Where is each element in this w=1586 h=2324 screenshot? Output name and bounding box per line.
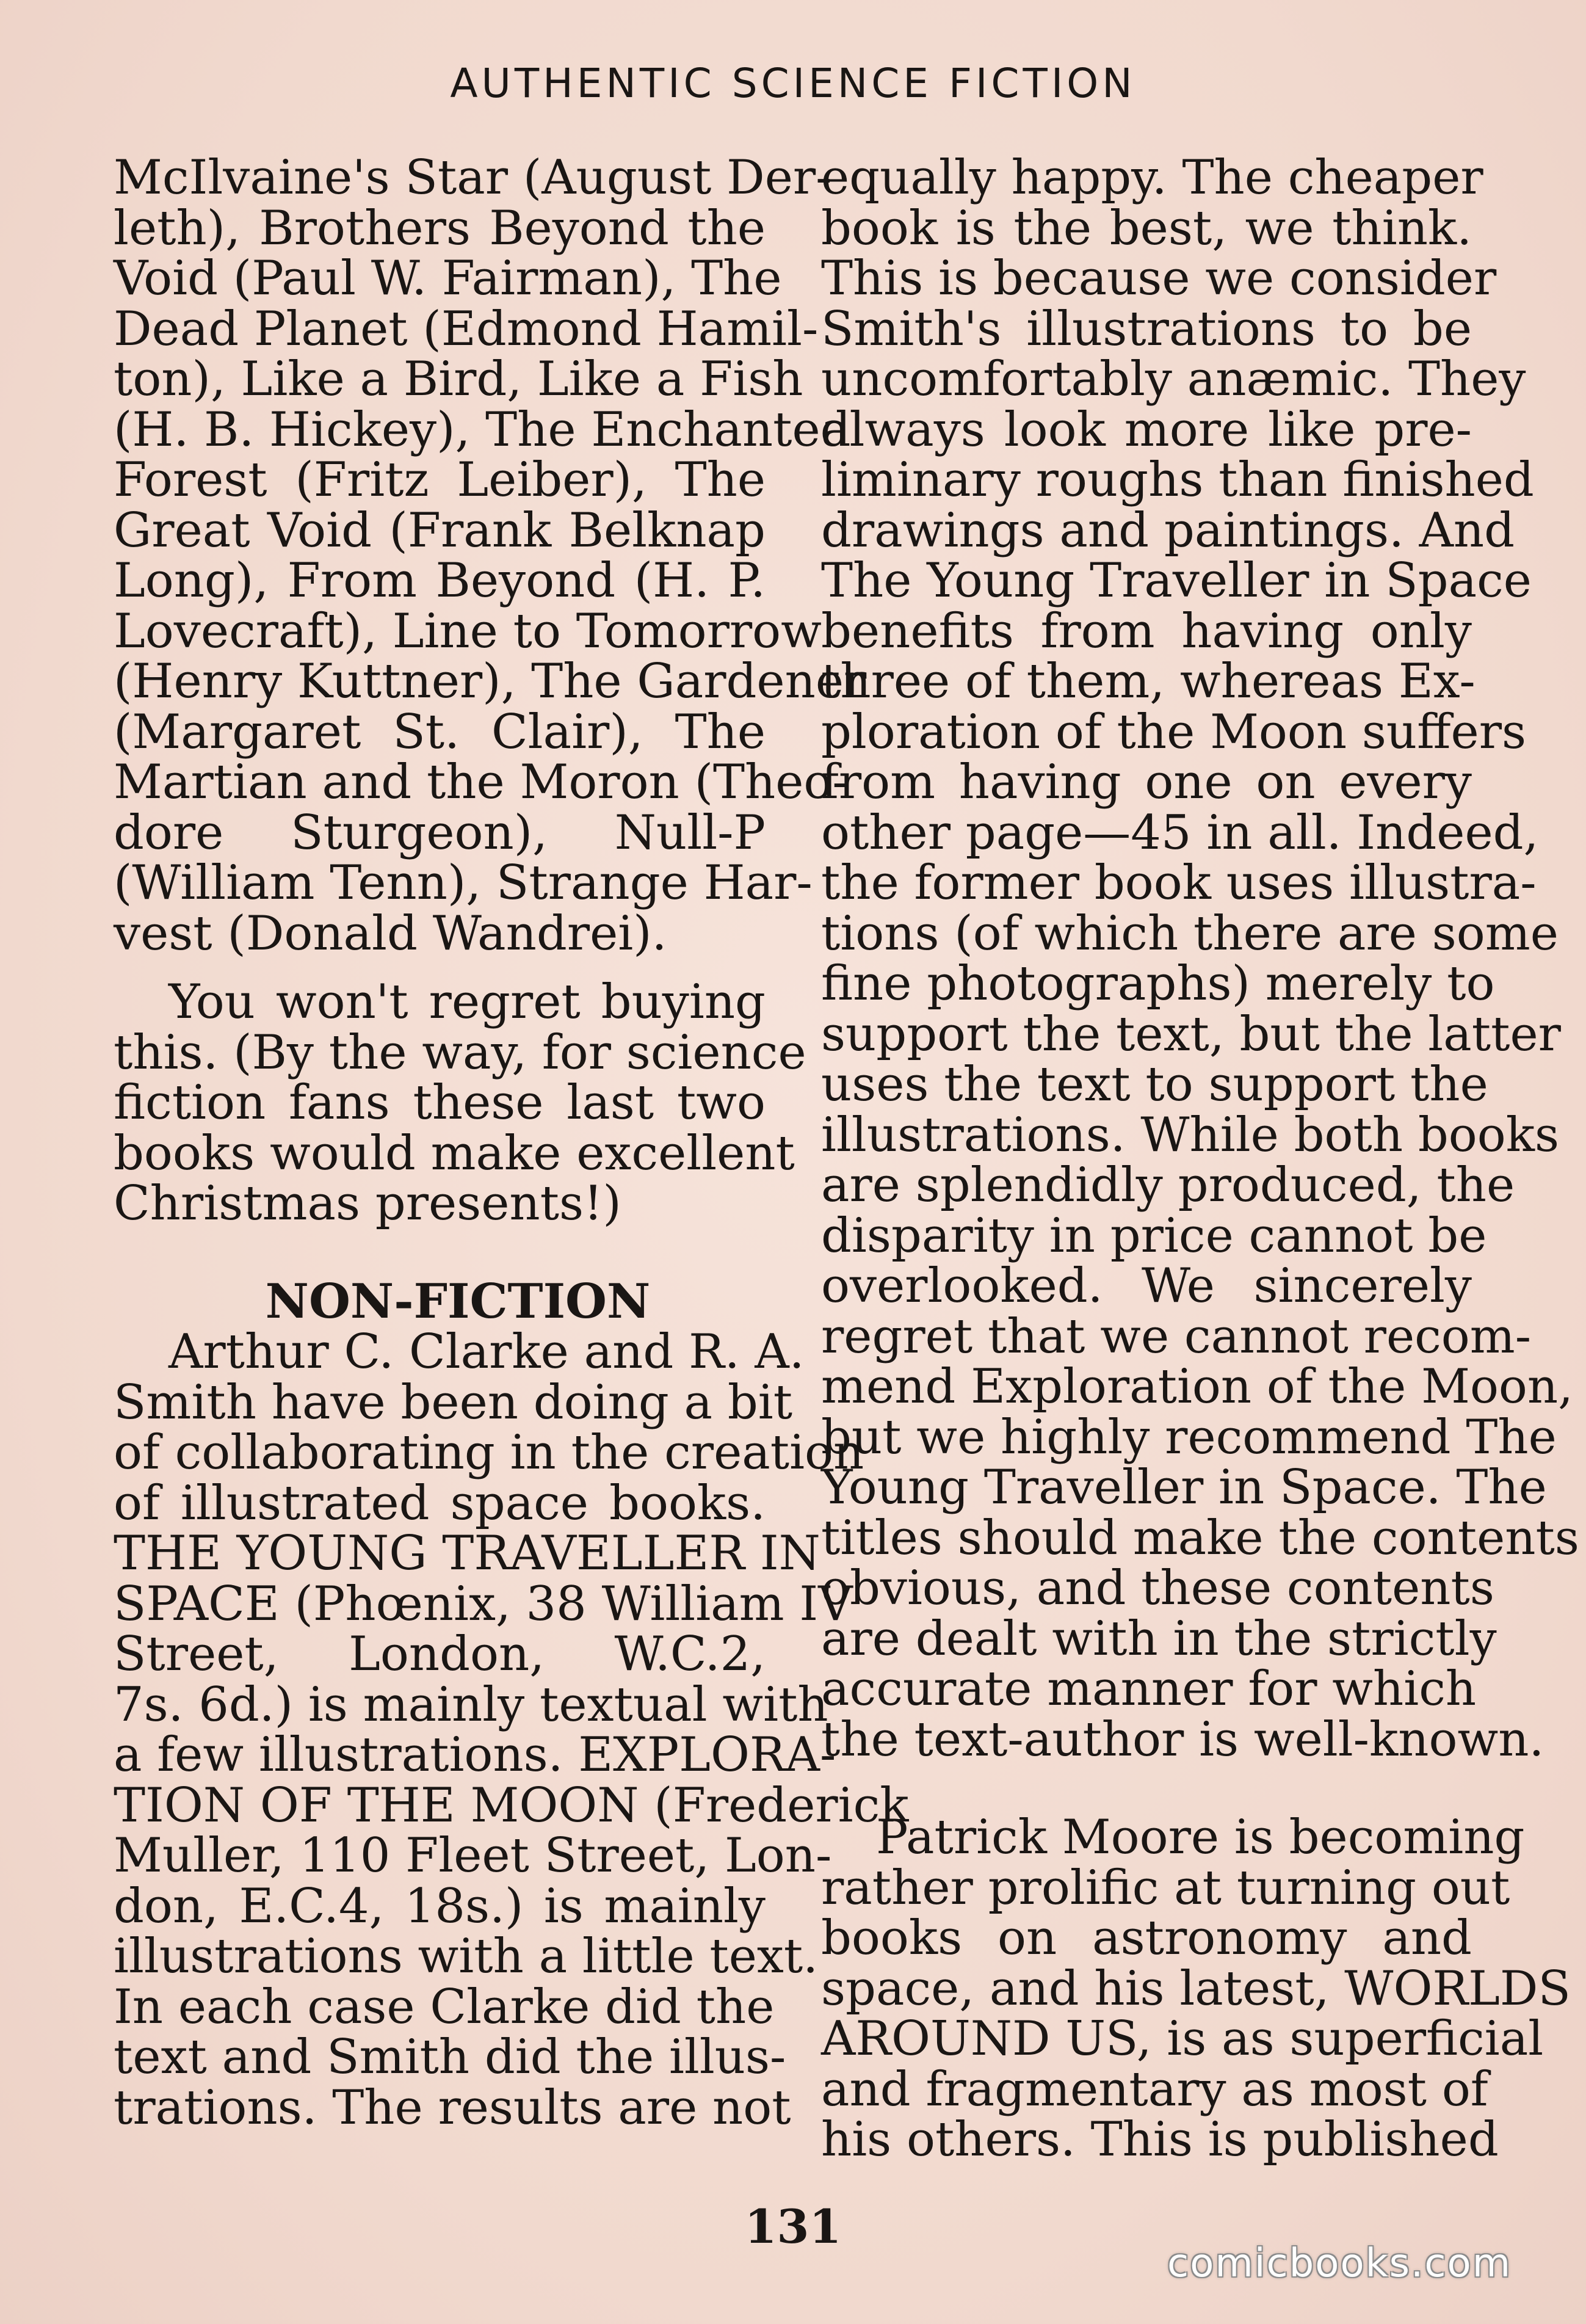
text-line: support the text, but the latter <box>821 1006 1561 1062</box>
text-line: Young Traveller in Space. The <box>821 1460 1547 1515</box>
text-line: text and Smith did the illus- <box>114 2030 786 2085</box>
text-line: Void (Paul W. Fairman), The <box>114 251 782 306</box>
text-line: AROUND US, is as superficial <box>821 2011 1544 2066</box>
text-line: from having one on every <box>821 755 1472 810</box>
text-line: Muller, 110 Fleet Street, Lon- <box>114 1828 832 1883</box>
text-line: overlooked. We sincerely <box>821 1258 1472 1313</box>
text-line: Martian and the Moron (Theo- <box>114 755 849 810</box>
text-line: Street, London, W.C.2, <box>114 1627 766 1682</box>
text-line: a few illustrations. EXPLORA- <box>114 1727 836 1782</box>
text-line: don, E.C.4, 18s.) is mainly <box>114 1878 766 1934</box>
text-line: drawings and paintings. And <box>821 503 1515 558</box>
text-line: always look more like pre- <box>821 402 1472 457</box>
text-line: illustrations with a little text. <box>114 1929 819 1984</box>
text-line: his others. This is published <box>821 2112 1499 2167</box>
text-line: titles should make the contents <box>821 1510 1579 1566</box>
left-column <box>114 150 909 2135</box>
text-line: are splendidly produced, the <box>821 1158 1515 1213</box>
text-line: Patrick Moore is becoming <box>876 1810 1525 1865</box>
text-line: this. (By the way, for science <box>114 1025 806 1080</box>
paragraph-review <box>821 150 1579 1767</box>
text-line: rather prolific at turning out <box>821 1860 1510 1915</box>
text-line: McIlvaine's Star (August Der- <box>114 150 832 205</box>
text-line: TION OF THE MOON (Frederick <box>114 1777 909 1833</box>
text-line: In each case Clarke did the <box>114 1979 775 2035</box>
text-line: Great Void (Frank Belknap <box>114 503 766 558</box>
text-line: three of them, whereas Ex- <box>821 654 1476 709</box>
text-line: (Henry Kuttner), The Gardener <box>114 654 867 709</box>
text-line: trations. The results are not <box>114 2080 791 2135</box>
text-line: benefits from having only <box>821 603 1472 659</box>
text-line: ton), Like a Bird, Like a Fish <box>114 352 803 407</box>
text-line: of collaborating in the creation <box>114 1425 864 1480</box>
text-line: ploration of the Moon suffers <box>821 704 1527 760</box>
text-line: disparity in price cannot be <box>821 1208 1487 1263</box>
text-line: vest (Donald Wandrei). <box>114 906 667 961</box>
text-line: of illustrated space books. <box>114 1475 766 1531</box>
right-column <box>821 150 1579 2167</box>
text-line: THE YOUNG TRAVELLER IN <box>114 1526 820 1581</box>
text-line: and fragmentary as most of <box>821 2061 1488 2117</box>
text-line: regret that we cannot recom- <box>821 1309 1532 1364</box>
text-line: equally happy. The cheaper <box>821 150 1483 205</box>
text-line: This is because we consider <box>821 251 1497 306</box>
text-line: Arthur C. Clarke and R. A. <box>168 1324 805 1379</box>
text-line: uncomfortably anæmic. They <box>821 352 1526 407</box>
text-line: 7s. 6d.) is mainly textual with <box>114 1677 828 1732</box>
text-line: books on astronomy and <box>821 1911 1472 1966</box>
text-line: Forest (Fritz Leiber), The <box>114 452 766 507</box>
text-line: The Young Traveller in Space <box>821 553 1532 608</box>
text-line: obvious, and these contents <box>821 1561 1494 1616</box>
text-line: fiction fans these last two <box>114 1075 766 1130</box>
section-heading: NON-FICTION <box>265 1273 651 1329</box>
paragraph-book-list <box>114 150 867 961</box>
text-line: (Margaret St. Clair), The <box>114 704 766 760</box>
text-line: Lovecraft), Line to Tomorrow <box>114 603 822 659</box>
text-line: Christmas presents!) <box>114 1176 621 1231</box>
text-line: You won't regret buying <box>168 975 766 1029</box>
text-line: other page—45 in all. Indeed, <box>821 805 1539 860</box>
text-line: the former book uses illustra- <box>821 855 1537 910</box>
text-line: books would make excellent <box>114 1125 795 1181</box>
paragraph-recommendation <box>114 975 806 1231</box>
text-line: space, and his latest, WORLDS <box>821 1961 1571 2016</box>
text-line: dore Sturgeon), Null-P <box>114 805 766 860</box>
text-line: illustrations. While both books <box>821 1107 1559 1163</box>
text-line: are dealt with in the strictly <box>821 1611 1497 1666</box>
text-line: (William Tenn), Strange Har- <box>114 855 813 910</box>
text-line: SPACE (Phœnix, 38 William IV <box>114 1576 853 1632</box>
text-line: the text-author is well-known. <box>821 1712 1544 1767</box>
text-line: (H. B. Hickey), The Enchanted <box>114 402 851 457</box>
page-number: 131 <box>744 2199 842 2254</box>
text-line: Smith have been doing a bit <box>114 1374 793 1430</box>
text-line: book is the best, we think. <box>821 200 1472 256</box>
watermark-logo: comicbooks.com <box>1167 2241 1512 2286</box>
text-line: uses the text to support the <box>821 1057 1488 1112</box>
text-line: fine photographs) merely to <box>821 956 1495 1011</box>
running-head: AUTHENTIC SCIENCE FICTION <box>450 60 1136 107</box>
text-line: tions (of which there are some <box>821 906 1559 961</box>
text-line: but we highly recommend The <box>821 1409 1557 1465</box>
paragraph-patrick-moore <box>821 1810 1571 2167</box>
text-line: Long), From Beyond (H. P. <box>114 553 766 608</box>
paragraph-non-fiction <box>114 1324 909 2135</box>
text-line: Smith's illustrations to be <box>821 301 1472 357</box>
text-line: Dead Planet (Edmond Hamil- <box>114 301 819 357</box>
text-line: mend Exploration of the Moon, <box>821 1359 1573 1414</box>
text-line: liminary roughs than finished <box>821 452 1534 507</box>
text-line: leth), Brothers Beyond the <box>114 200 766 256</box>
text-line: accurate manner for which <box>821 1661 1477 1716</box>
